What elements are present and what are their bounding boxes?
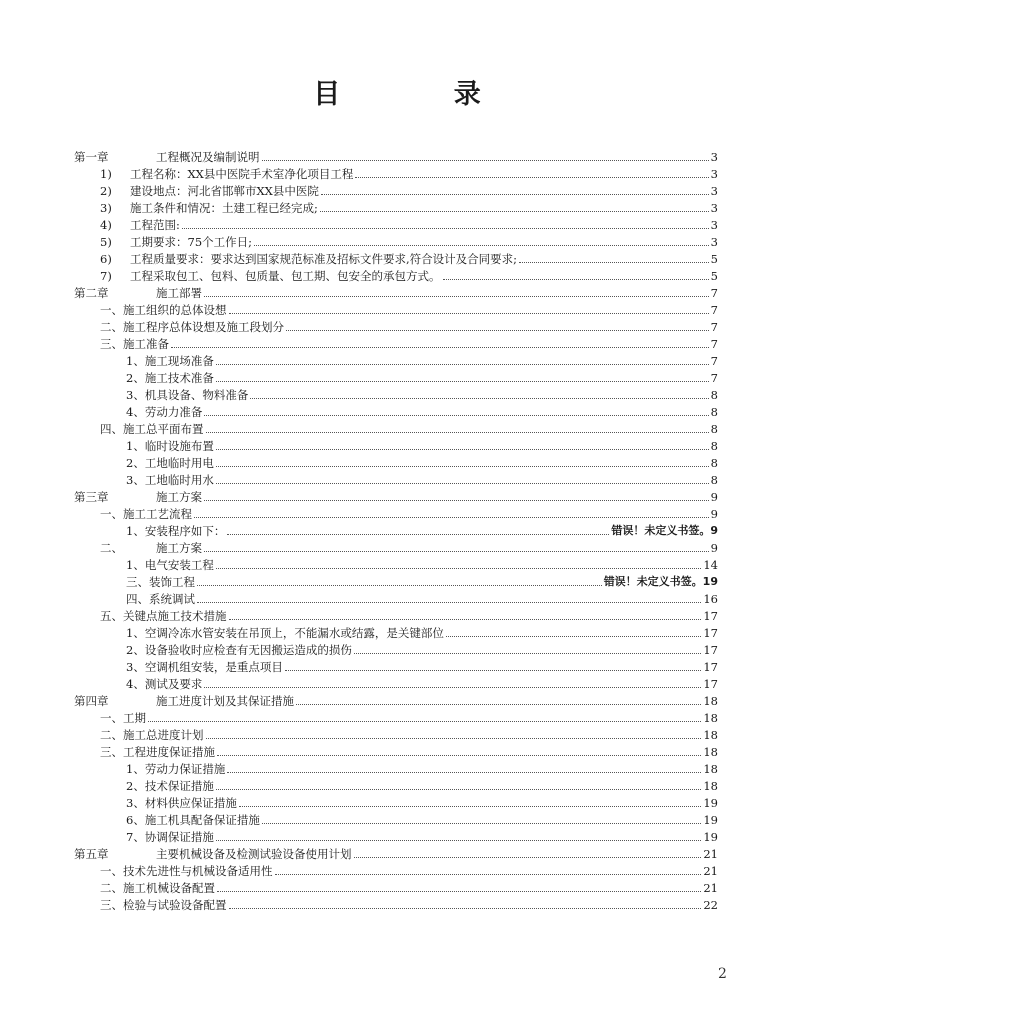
toc-dot-leader [254,245,709,246]
toc-entry-page: 17 [703,677,718,691]
toc-dot-leader [216,840,702,841]
toc-entry-label: 3、工地临时用水 [126,473,214,487]
toc-entry-label: 一、技术先进性与机械设备适用性 [100,864,273,878]
toc-entry-page: 22 [703,898,718,912]
toc-dot-leader [286,330,709,331]
toc-entry-page: 17 [703,660,718,674]
toc-entry[interactable] [74,708,718,725]
toc-dot-leader [204,500,709,501]
toc-entry-page: 17 [703,626,718,640]
toc-entry-label: 施工方案 [156,541,202,555]
toc-entry-label: 一、施工组织的总体设想 [100,303,227,317]
toc-entry[interactable] [74,810,718,827]
page-number: 2 [718,966,727,982]
toc-dot-leader [262,823,702,824]
toc-entry-page: 3 [710,150,718,164]
toc-entry-label: 1、电气安装工程 [126,558,214,572]
toc-entry-label: 2、设备验收时应检查有无因搬运造成的损伤 [126,643,352,657]
toc-entry-label: 工程概况及编制说明 [156,150,260,164]
toc-dot-leader [216,568,702,569]
toc-entry[interactable] [74,419,718,436]
toc-entry[interactable] [74,844,718,861]
toc-entry-prefix: 2) [100,184,112,198]
toc-entry-prefix: 第四章 [74,694,109,708]
toc-entry[interactable] [74,657,718,674]
toc-entry[interactable] [74,640,718,657]
toc-dot-leader [227,534,609,535]
toc-entry-prefix: 二、 [100,541,123,555]
toc-entry-label: 3、空调机组安装，是重点项目 [126,660,283,674]
toc-dot-leader [296,704,701,705]
toc-entry-page: 8 [710,388,718,402]
toc-entry[interactable] [74,674,718,691]
toc-entry-label: 工程名称：XX县中医院手术室净化项目工程 [130,167,354,181]
toc-entry[interactable] [74,861,718,878]
toc-entry-prefix: 6) [100,252,112,266]
toc-entry-page: 错误！未定义书签。19 [603,575,718,588]
toc-dot-leader [229,313,709,314]
toc-entry[interactable] [74,623,718,640]
toc-entry[interactable] [74,725,718,742]
toc-dot-leader [204,415,708,416]
toc-entry-prefix: 1) [100,167,112,181]
toc-entry-label: 工程采取包工、包料、包质量、包工期、包安全的承包方式。 [130,269,441,283]
toc-dot-leader [354,653,702,654]
toc-entry-label: 2、施工技术准备 [126,371,214,385]
toc-dot-leader [320,211,709,212]
toc-entry-page: 19 [703,830,718,844]
toc-entry[interactable] [74,283,718,300]
toc-dot-leader [285,670,702,671]
toc-entry-page: 9 [710,490,718,504]
toc-entry-prefix: 3) [100,201,112,215]
toc-entry[interactable] [74,385,718,402]
toc-dot-leader [204,551,709,552]
toc-entry[interactable] [74,164,718,181]
toc-entry[interactable] [74,538,718,555]
toc-entry[interactable] [74,317,718,334]
toc-entry-page: 7 [710,354,718,368]
toc-entry-page: 9 [710,541,718,555]
toc-entry[interactable] [74,589,718,606]
toc-entry-label: 主要机械设备及检测试验设备使用计划 [156,847,352,861]
toc-entry[interactable] [74,249,718,266]
toc-entry-page: 8 [710,456,718,470]
toc-entry-label: 7、协调保证措施 [126,830,214,844]
toc-entry[interactable] [74,555,718,572]
toc-entry[interactable] [74,436,718,453]
toc-entry-page: 7 [710,286,718,300]
toc-dot-leader [229,908,702,909]
toc-entry[interactable] [74,776,718,793]
toc-dot-leader [216,364,709,365]
toc-entry-page: 21 [703,847,718,861]
toc-dot-leader [443,279,709,280]
toc-dot-leader [171,347,709,348]
toc-entry[interactable] [74,402,718,419]
toc-entry-label: 五、关键点施工技术措施 [100,609,227,623]
toc-entry-prefix: 4) [100,218,112,232]
toc-entry-page: 5 [710,269,718,283]
toc-entry-page: 3 [710,201,718,215]
toc-entry[interactable] [74,606,718,623]
toc-dot-leader [217,891,701,892]
toc-entry-label: 二、施工总进度计划 [100,728,204,742]
toc-entry-page: 8 [710,422,718,436]
toc-entry-page: 7 [710,303,718,317]
toc-dot-leader [197,585,602,586]
toc-entry-page: 16 [703,592,718,606]
toc-entry-label: 四、施工总平面布置 [100,422,204,436]
toc-entry-page: 18 [703,728,718,742]
toc-entry-prefix: 第五章 [74,847,109,861]
toc-dot-leader [206,738,702,739]
toc-entry-label: 施工部署 [156,286,202,300]
toc-entry-page: 21 [703,864,718,878]
toc-entry[interactable] [74,759,718,776]
toc-entry-prefix: 第一章 [74,150,109,164]
toc-entry-label: 1、空调冷冻水管安装在吊顶上，不能漏水或结露，是关键部位 [126,626,444,640]
toc-entry-prefix: 7) [100,269,112,283]
toc-entry-label: 1、临时设施布置 [126,439,214,453]
toc-entry-label: 工期要求：75个工作日; [130,235,253,249]
toc-entry[interactable] [74,334,718,351]
toc-entry[interactable] [74,453,718,470]
toc-entry[interactable] [74,742,718,759]
toc-entry-label: 三、装饰工程 [126,575,195,589]
toc-dot-leader [229,619,702,620]
toc-entry[interactable] [74,215,718,232]
toc-entry[interactable] [74,147,718,164]
toc-entry-page: 错误！未定义书签。9 [611,524,718,537]
toc-dot-leader [250,398,708,399]
toc-entry-page: 3 [710,184,718,198]
toc-entry-label: 2、技术保证措施 [126,779,214,793]
toc-entry-label: 建设地点：河北省邯郸市XX县中医院 [130,184,319,198]
toc-entry[interactable] [74,504,718,521]
toc-entry-label: 1、劳动力保证措施 [126,762,226,776]
toc-entry-prefix: 第二章 [74,286,109,300]
toc-entry-label: 4、测试及要求 [126,677,203,691]
toc-entry-page: 9 [710,507,718,521]
toc-dot-leader [262,160,709,161]
toc-entry-label: 二、施工程序总体设想及施工段划分 [100,320,284,334]
table-of-contents [74,147,718,912]
toc-entry-label: 施工进度计划及其保证措施 [156,694,294,708]
toc-entry-page: 19 [703,796,718,810]
toc-entry[interactable] [74,895,718,912]
toc-entry-page: 8 [710,473,718,487]
toc-entry-label: 施工条件和情况：土建工程已经完成; [130,201,318,215]
toc-entry-prefix: 第三章 [74,490,109,504]
toc-dot-leader [182,228,709,229]
toc-entry-label: 1、施工现场准备 [126,354,214,368]
toc-entry[interactable] [74,521,718,538]
toc-entry[interactable] [74,793,718,810]
toc-entry-page: 8 [710,405,718,419]
toc-entry-label: 工程质量要求：要求达到国家规范标准及招标文件要求,符合设计及合同要求; [130,252,518,266]
toc-dot-leader [217,755,701,756]
toc-dot-leader [216,483,709,484]
toc-entry-page: 18 [703,711,718,725]
toc-entry-page: 3 [710,235,718,249]
toc-entry-page: 18 [703,762,718,776]
toc-entry-page: 14 [703,558,718,572]
toc-dot-leader [275,874,702,875]
toc-dot-leader [519,262,709,263]
toc-dot-leader [216,381,709,382]
toc-dot-leader [148,721,701,722]
toc-entry[interactable] [74,181,718,198]
toc-entry-label: 施工方案 [156,490,202,504]
toc-entry[interactable] [74,487,718,504]
toc-entry[interactable] [74,572,718,589]
toc-entry-page: 5 [710,252,718,266]
toc-entry-page: 21 [703,881,718,895]
toc-entry[interactable] [74,470,718,487]
toc-entry-label: 二、施工机械设备配置 [100,881,215,895]
toc-entry-page: 18 [703,779,718,793]
toc-dot-leader [354,857,702,858]
toc-entry[interactable] [74,691,718,708]
toc-entry-page: 8 [710,439,718,453]
toc-dot-leader [321,194,709,195]
toc-entry-page: 17 [703,609,718,623]
toc-dot-leader [197,602,701,603]
toc-entry[interactable] [74,827,718,844]
toc-entry[interactable] [74,232,718,249]
toc-entry-page: 18 [703,745,718,759]
toc-entry-page: 7 [710,371,718,385]
toc-entry-label: 三、施工准备 [100,337,169,351]
toc-entry-label: 4、劳动力准备 [126,405,203,419]
toc-entry-label: 6、施工机具配备保证措施 [126,813,260,827]
toc-entry-label: 3、材料供应保证措施 [126,796,237,810]
toc-dot-leader [206,432,709,433]
toc-entry-page: 17 [703,643,718,657]
toc-entry-page: 19 [703,813,718,827]
toc-entry-prefix: 5) [100,235,112,249]
toc-entry[interactable] [74,351,718,368]
toc-dot-leader [204,687,701,688]
toc-entry[interactable] [74,266,718,283]
toc-entry-label: 三、工程进度保证措施 [100,745,215,759]
toc-entry-label: 工程范围: [130,218,180,232]
toc-entry-label: 1、安装程序如下： [126,524,226,538]
toc-entry-page: 3 [710,167,718,181]
toc-entry-label: 一、工期 [100,711,146,725]
toc-dot-leader [216,449,709,450]
toc-entry-label: 2、工地临时用电 [126,456,214,470]
toc-dot-leader [204,296,709,297]
toc-dot-leader [446,636,702,637]
toc-entry-page: 7 [710,337,718,351]
toc-entry[interactable] [74,878,718,895]
toc-entry-label: 四、系统调试 [126,592,195,606]
toc-dot-leader [227,772,701,773]
toc-entry-page: 3 [710,218,718,232]
toc-entry[interactable] [74,198,718,215]
toc-entry-label: 三、检验与试验设备配置 [100,898,227,912]
toc-entry[interactable] [74,300,718,317]
toc-dot-leader [239,806,702,807]
page-title: 目 录 [313,79,533,110]
toc-entry-page: 7 [710,320,718,334]
toc-dot-leader [355,177,708,178]
toc-dot-leader [194,517,709,518]
toc-entry[interactable] [74,368,718,385]
toc-entry-label: 3、机具设备、物料准备 [126,388,249,402]
toc-entry-page: 18 [703,694,718,708]
toc-entry-label: 一、施工工艺流程 [100,507,192,521]
toc-dot-leader [216,466,709,467]
toc-dot-leader [216,789,702,790]
